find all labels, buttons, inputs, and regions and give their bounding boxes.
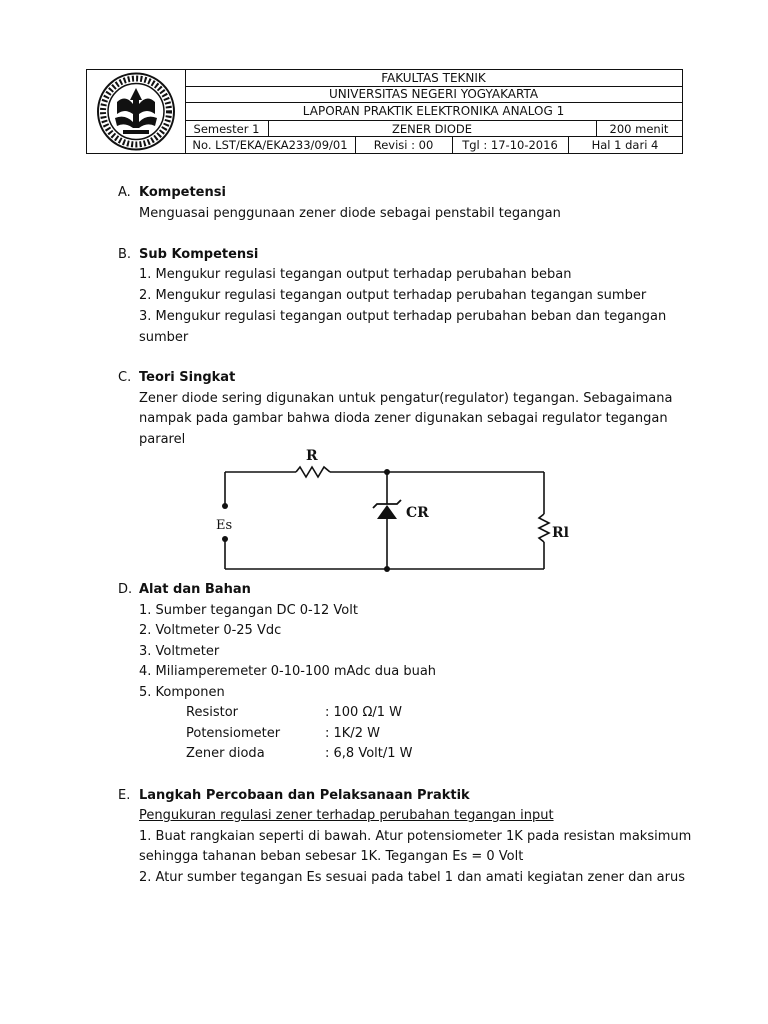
section-title: Kompetensi bbox=[139, 185, 226, 200]
component-value: : 1K/2 W bbox=[325, 726, 380, 741]
semester-cell: Semester 1 bbox=[185, 121, 269, 136]
header-row-docinfo bbox=[185, 137, 682, 153]
university-logo-cell bbox=[87, 70, 186, 153]
page-cell: Hal 1 dari 4 bbox=[591, 138, 659, 152]
label-r: R bbox=[306, 448, 318, 464]
header-row-report-title bbox=[185, 103, 682, 121]
header-row-semester bbox=[185, 121, 682, 137]
paragraph-line: 2. Atur sumber tegangan Es sesuai pada tabel 1 dan amati kegiatan zener dan arus bbox=[139, 870, 686, 885]
list-item: 1. Sumber tegangan DC 0-12 Volt bbox=[139, 603, 358, 618]
section-title: Teori Singkat bbox=[139, 370, 236, 385]
section-e-heading bbox=[118, 788, 470, 803]
document-header bbox=[86, 69, 683, 154]
topic-cell: ZENER DIODE bbox=[268, 121, 597, 136]
section-c-heading bbox=[118, 370, 236, 385]
label-rl: Rl bbox=[552, 525, 569, 541]
section-letter: B. bbox=[118, 247, 132, 262]
section-a-heading bbox=[118, 185, 226, 200]
university-name: UNIVERSITAS NEGERI YOGYAKARTA bbox=[328, 87, 539, 101]
list-item: 2. Voltmeter 0-25 Vdc bbox=[139, 623, 282, 638]
label-cr: CR bbox=[406, 505, 429, 521]
list-item: sumber bbox=[139, 330, 189, 345]
section-b-heading bbox=[118, 247, 259, 262]
section-letter: A. bbox=[118, 185, 131, 200]
section-e-subtitle: Pengukuran regulasi zener terhadap perubahan tegangan input bbox=[139, 808, 554, 823]
component-name: Zener dioda bbox=[186, 746, 265, 761]
list-item: 3. Mengukur regulasi tegangan output terhadap perubahan beban dan tegangan bbox=[139, 309, 667, 324]
list-item: 4. Miliamperemeter 0-10-100 mAdc dua buah bbox=[139, 664, 437, 679]
component-value: : 6,8 Volt/1 W bbox=[325, 746, 413, 761]
doc-number-cell: No. LST/EKA/EKA233/09/01 bbox=[185, 137, 356, 153]
resistor-rl-symbol bbox=[539, 514, 549, 542]
component-name: Resistor bbox=[186, 705, 238, 720]
component-value: : 100 Ω/1 W bbox=[325, 705, 403, 720]
list-item: 5. Komponen bbox=[139, 685, 225, 700]
revision-cell: Revisi : 00 bbox=[355, 137, 453, 153]
paragraph-line: 1. Buat rangkaian seperti di bawah. Atur potensiometer 1K pada resistan maksimum bbox=[139, 829, 692, 844]
duration-cell: 200 menit bbox=[609, 121, 669, 136]
paragraph-line: nampak pada gambar bahwa dioda zener digunakan sebagai regulator tegangan bbox=[139, 411, 668, 426]
paragraph-line: pararel bbox=[139, 432, 186, 447]
paragraph-line: sehingga tahanan beban sebesar 1K. Tegangan Es = 0 Volt bbox=[139, 849, 524, 864]
section-title: Langkah Percobaan dan Pelaksanaan Praktik bbox=[139, 788, 470, 803]
university-logo-icon bbox=[87, 70, 185, 153]
label-es: Es bbox=[216, 518, 233, 533]
resistor-r-symbol bbox=[296, 467, 330, 477]
list-item: 3. Voltmeter bbox=[139, 644, 220, 659]
component-name: Potensiometer bbox=[186, 726, 281, 741]
report-title: LAPORAN PRAKTIK ELEKTRONIKA ANALOG 1 bbox=[302, 104, 565, 118]
list-item: 1. Mengukur regulasi tegangan output terhadap perubahan beban bbox=[139, 267, 572, 282]
paragraph-line: Zener diode sering digunakan untuk pengatur(regulator) tegangan. Sebagaimana bbox=[139, 391, 673, 406]
section-title: Sub Kompetensi bbox=[139, 247, 259, 262]
zener-regulator-circuit bbox=[200, 440, 580, 580]
section-letter: D. bbox=[118, 582, 133, 597]
section-title: Alat dan Bahan bbox=[139, 582, 251, 597]
faculty-name: FAKULTAS TEKNIK bbox=[381, 70, 486, 85]
header-row-faculty bbox=[185, 70, 682, 87]
section-letter: C. bbox=[118, 370, 132, 385]
section-a-text: Menguasai penggunaan zener diode sebagai penstabil tegangan bbox=[139, 206, 561, 221]
date-cell: Tgl : 17-10-2016 bbox=[452, 137, 569, 153]
section-d-heading bbox=[118, 582, 251, 597]
section-letter: E. bbox=[118, 788, 131, 803]
list-item: 2. Mengukur regulasi tegangan output terhadap perubahan tegangan sumber bbox=[139, 288, 647, 303]
header-row-university bbox=[185, 87, 682, 103]
